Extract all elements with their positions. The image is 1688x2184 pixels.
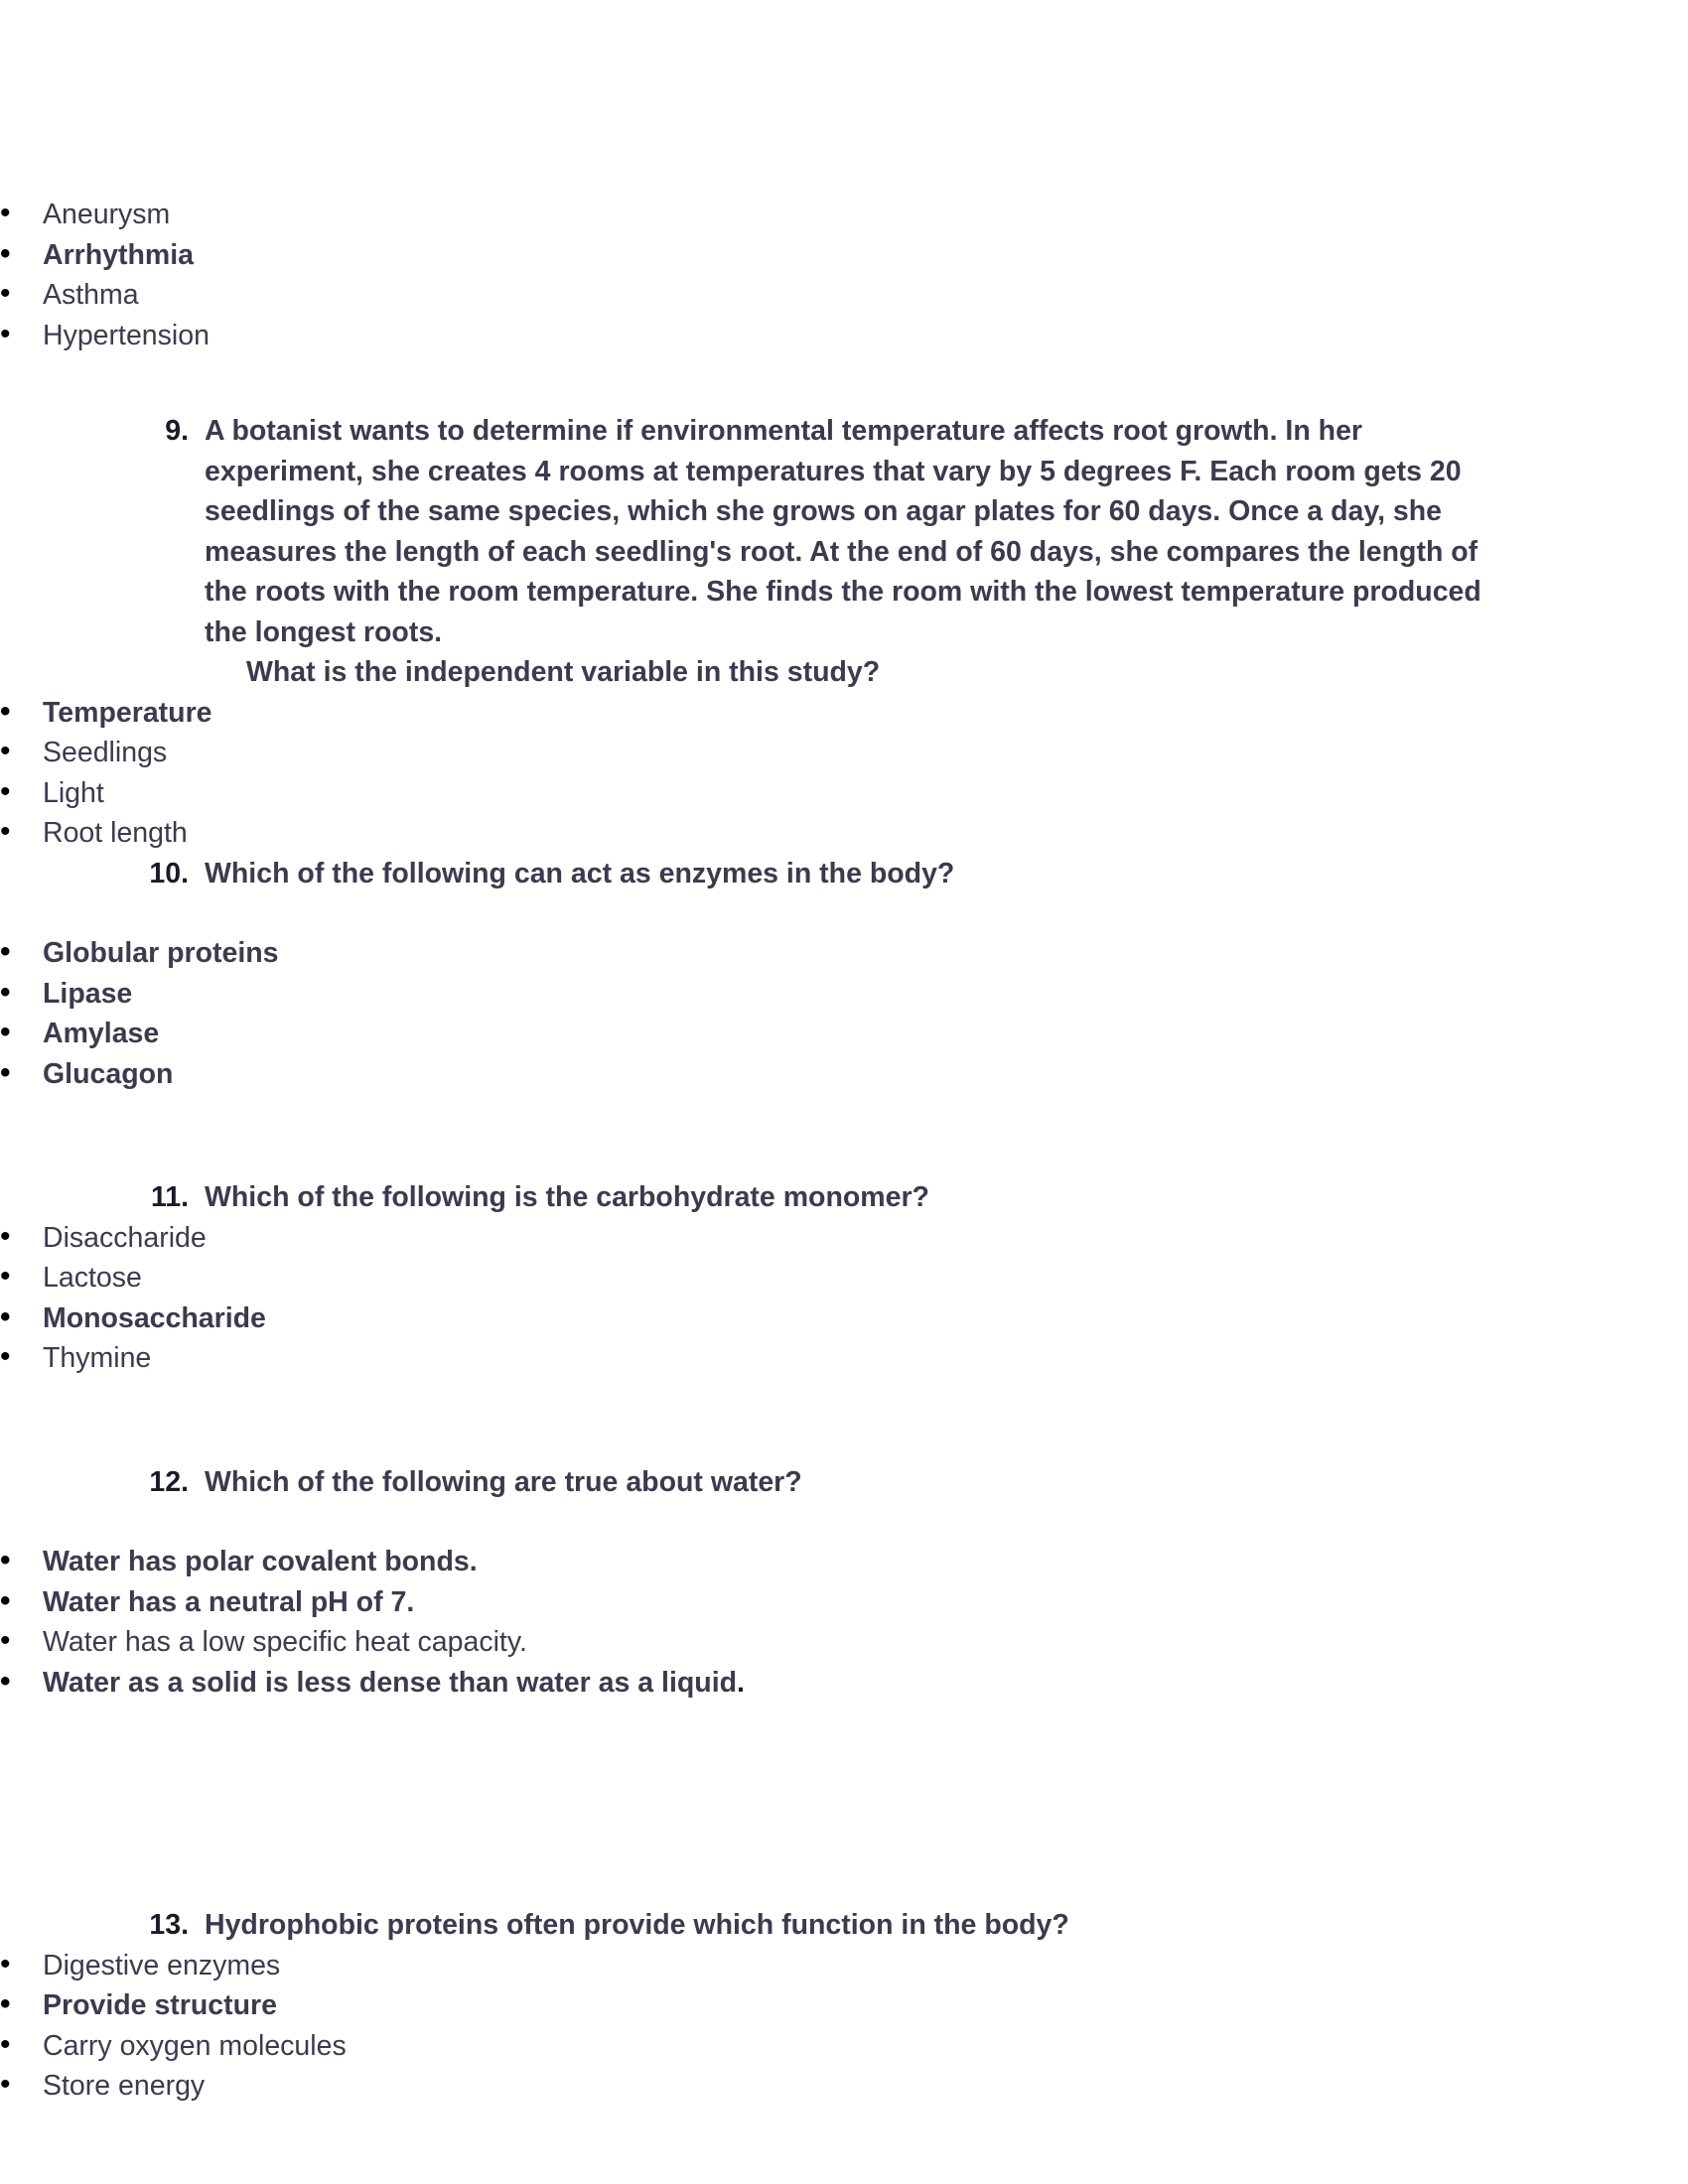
list-item[interactable]: • Temperature xyxy=(0,693,1688,734)
list-item[interactable]: • Asthma xyxy=(0,275,1688,316)
list-item[interactable]: • Hypertension xyxy=(0,316,1688,356)
question-text: Which of the following are true about water? xyxy=(205,1465,802,1498)
list-item[interactable]: • Lipase xyxy=(0,974,1688,1015)
list-item[interactable]: • Globular proteins xyxy=(0,933,1688,974)
question-text: A botanist wants to determine if environmental temperature affects root growth. In her experiment, she creates 4 rooms at temperatures that vary by 5 degrees F. Each room gets 20 seedlings of the same species, which she grows on agar plates for 60 days. Once a day, she measures the length of each seedling's root. At the end of 60 days, she compares the length of the roots with the room temperature. She finds the room with the lowest temperature produced the longest roots. xyxy=(205,415,1481,648)
question-text: Which of the following can act as enzymes in the body? xyxy=(205,857,955,889)
question-number: 13. xyxy=(149,1909,189,1941)
list-item[interactable]: • Water has polar covalent bonds. xyxy=(0,1542,1688,1582)
list-item[interactable]: • Light xyxy=(0,773,1688,814)
list-item[interactable]: • Carry oxygen molecules xyxy=(0,2026,1688,2067)
option-trailing-period: . xyxy=(737,1666,745,1699)
question-number: 10. xyxy=(149,857,189,889)
question-10-line xyxy=(0,854,1688,894)
list-item[interactable]: • Seedlings xyxy=(0,733,1688,773)
question-block-12 xyxy=(0,1462,1688,1704)
spacer xyxy=(0,1094,1688,1177)
list-item[interactable]: • Lactose xyxy=(0,1258,1688,1298)
option-list-10 xyxy=(0,933,1688,1094)
list-item[interactable]: • Water has a low specific heat capacity. xyxy=(0,1622,1688,1663)
spacer xyxy=(0,1822,1688,1905)
list-item[interactable]: • Aneurysm xyxy=(0,195,1688,235)
list-item[interactable]: • Water has a neutral pH of 7. xyxy=(0,1582,1688,1623)
spacer xyxy=(0,1703,1688,1822)
question-block-11 xyxy=(0,1177,1688,1379)
question-block-13 xyxy=(0,1905,1688,2107)
list-item[interactable]: • Monosaccharide xyxy=(0,1298,1688,1339)
spacer xyxy=(0,1379,1688,1462)
spacer xyxy=(0,355,1688,411)
option-list-11 xyxy=(0,1218,1688,1379)
question-9-subquestion: What is the independent variable in this study? xyxy=(246,656,881,688)
option-list-9 xyxy=(0,693,1688,854)
list-item[interactable]: • Root length xyxy=(0,813,1688,854)
question-13-line xyxy=(0,1905,1688,1946)
option-list-13 xyxy=(0,1946,1688,2107)
option-main-text: Water as a solid is less dense than water as a liquid xyxy=(43,1666,738,1699)
question-block-9 xyxy=(0,411,1688,854)
option-list-12 xyxy=(0,1542,1688,1703)
question-block-10 xyxy=(0,854,1688,1095)
question-number: 12. xyxy=(149,1465,189,1498)
list-item[interactable]: • Disaccharide xyxy=(0,1218,1688,1259)
option-list-carryover xyxy=(0,195,1688,355)
spacer xyxy=(0,893,1688,933)
list-item[interactable]: • Amylase xyxy=(0,1014,1688,1054)
list-item[interactable]: • Provide structure xyxy=(0,1985,1688,2026)
list-item[interactable]: • Glucagon xyxy=(0,1054,1688,1095)
list-item[interactable]: • Arrhythmia xyxy=(0,235,1688,276)
spacer xyxy=(0,1502,1688,1542)
question-text: Hydrophobic proteins often provide which function in the body? xyxy=(205,1909,1069,1941)
question-11-line xyxy=(0,1177,1688,1218)
question-9-line xyxy=(0,411,1688,652)
question-12-line xyxy=(0,1462,1688,1503)
question-number: 9. xyxy=(165,415,189,447)
list-item[interactable]: • Store energy xyxy=(0,2066,1688,2107)
question-number: 11. xyxy=(150,1181,189,1213)
question-text: Which of the following is the carbohydrate monomer? xyxy=(205,1181,929,1213)
list-item[interactable] xyxy=(0,1663,1688,1704)
list-item[interactable]: • Digestive enzymes xyxy=(0,1946,1688,1986)
list-item[interactable]: • Thymine xyxy=(0,1338,1688,1379)
